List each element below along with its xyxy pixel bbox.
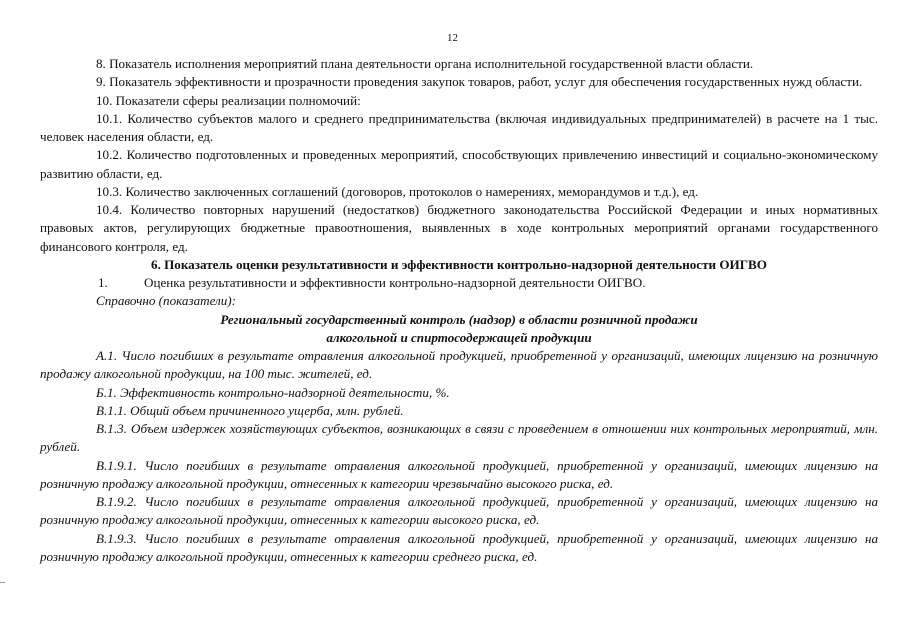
paragraph-10-4: 10.4. Количество повторных нарушений (недостатков) бюджетного законодательства Российской Федерации и иных нормативных правовых актов, регулирующих бюджетные правоотношения, выявленных в ходе контрольных мероприятий органами государственного финансового контроля, ед. xyxy=(40,202,878,254)
paragraph-10: 10. Показатели сферы реализации полномочий: xyxy=(96,92,361,108)
indicator-v1-1: В.1.1. Общий объем причиненного ущерба, млн. рублей. xyxy=(96,402,404,418)
section-heading: 6. Показатель оценки результативности и эффективности контрольно-надзорной деятельности ОИГВО xyxy=(151,256,767,272)
indicator-a1: А.1. Число погибших в результате отравления алкогольной продукцией, приобретенной у организаций, имеющих лицензию на розничную продажу алкогольной продукции, на 100 тыс. жителей, ед. xyxy=(40,348,878,382)
section-item-number: 1. xyxy=(98,275,108,290)
section-item-text: Оценка результативности и эффективности контрольно-надзорной деятельности ОИГВО. xyxy=(144,275,646,290)
page-number: 12 xyxy=(447,32,458,44)
subheading-line-1: Региональный государственный контроль (надзор) в области розничной продажи xyxy=(220,311,698,327)
subheading-line-2: алкогольной и спиртосодержащей продукции xyxy=(326,329,592,345)
indicator-v1-9-3: В.1.9.3. Число погибших в результате отравления алкогольной продукцией, приобретенной у организаций, имеющих лицензию на розничную продажу алкогольной продукции, отнесенных к категории среднего риска, ед. xyxy=(40,530,878,564)
paragraph-10-1: 10.1. Количество субъектов малого и среднего предпринимательства (включая индивидуальных предпринимателей) в расчете на 1 тыс. человек населения области, ед. xyxy=(40,110,878,144)
section-item xyxy=(98,274,878,292)
reference-label: Справочно (показатели): xyxy=(96,293,237,309)
indicator-v1-9-1: В.1.9.1. Число погибших в результате отравления алкогольной продукцией, приобретенной у организаций, имеющих лицензию на розничную продажу алкогольной продукции, отнесенных к категории чрезвычайно высокого риска, ед. xyxy=(40,457,878,491)
indicator-v1-3: В.1.3. Объем издержек хозяйствующих субъектов, возникающих в связи с проведением в отношении них контрольных мероприятий, млн. рублей. xyxy=(40,421,878,455)
margin-mark xyxy=(0,582,5,583)
indicator-b1: Б.1. Эффективность контрольно-надзорной деятельности, %. xyxy=(96,384,450,400)
paragraph-10-2: 10.2. Количество подготовленных и проведенных мероприятий, способствующих привлечению инвестиций и социально-экономическому развитию области, ед. xyxy=(40,147,878,181)
indicator-v1-9-2: В.1.9.2. Число погибших в результате отравления алкогольной продукцией, приобретенной у организаций, имеющих лицензию на розничную продажу алкогольной продукции, отнесенных к категории высокого риска, ед. xyxy=(40,494,878,528)
paragraph-9: 9. Показатель эффективности и прозрачности проведения закупок товаров, работ, услуг для обеспечения государственных нужд области. xyxy=(96,74,863,90)
paragraph-10-3: 10.3. Количество заключенных соглашений (договоров, протоколов о намерениях, меморандумов и т.д.), ед. xyxy=(96,183,699,199)
paragraph-8: 8. Показатель исполнения мероприятий плана деятельности органа исполнительной государственной власти области. xyxy=(96,56,754,71)
document-body xyxy=(40,55,878,566)
